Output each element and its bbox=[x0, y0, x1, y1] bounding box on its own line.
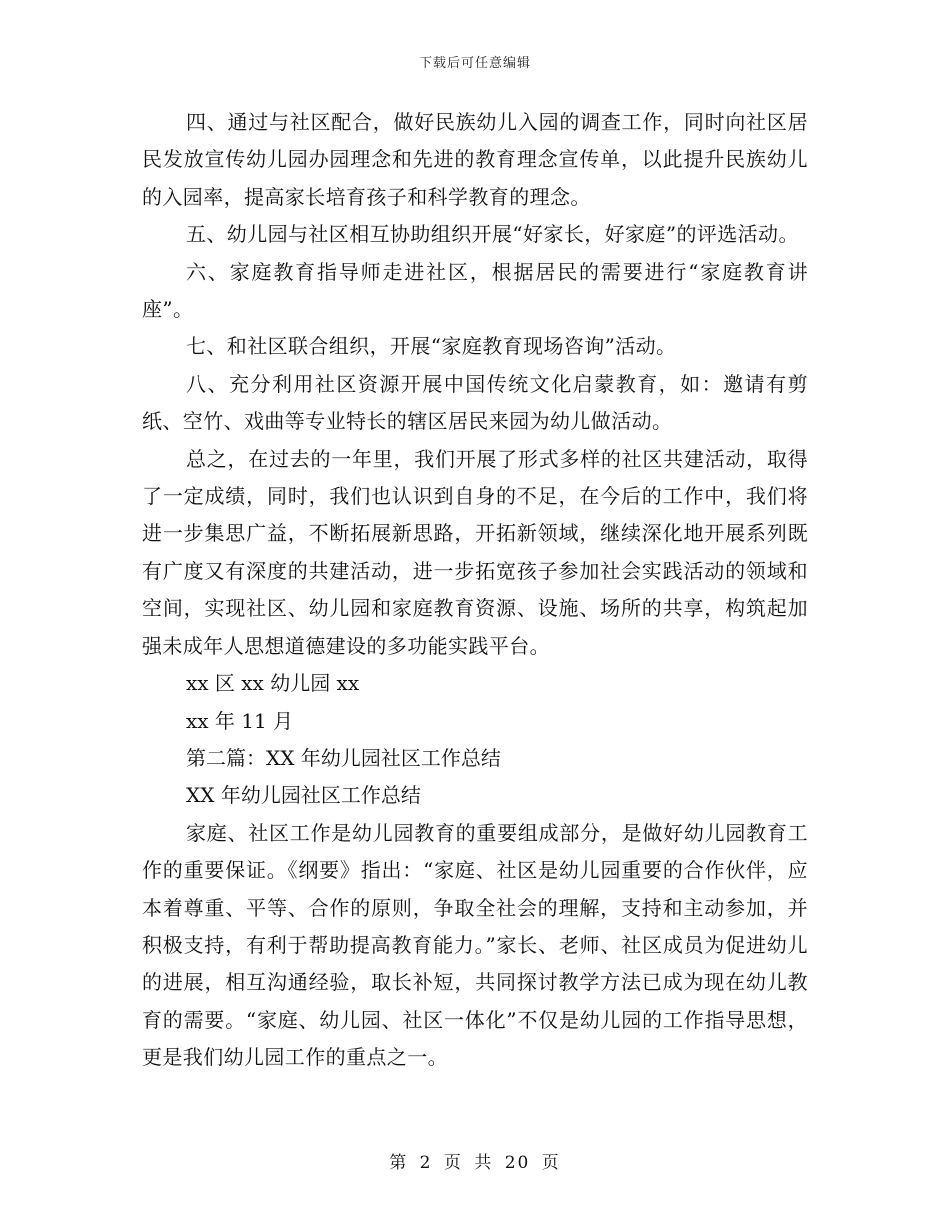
section-title: XX 年幼儿园社区工作总结 bbox=[186, 783, 421, 808]
section-heading: 第二篇：XX 年幼儿园社区工作总结 bbox=[186, 745, 501, 770]
signature-date: xx 年 11 月 bbox=[186, 708, 294, 733]
paragraph-item-4: 四、通过与社区配合，做好民族幼儿入园的调查工作，同时向社区居民发放宣传幼儿园办园理念和先进的教育理念宣传单，以此提升民族幼儿的入园率，提高家长培育孩子和科学教育的理念。 bbox=[142, 110, 808, 209]
paragraph-item-8: 八、充分利用社区资源开展中国传统文化启蒙教育，如：邀请有剪纸、空竹、戏曲等专业特长的辖区居民来园为幼儿做活动。 bbox=[142, 371, 808, 434]
document-body bbox=[142, 104, 808, 1077]
signature-org: xx 区 xx 幼儿园 xx bbox=[186, 671, 360, 696]
paragraph-item-6: 六、家庭教育指导师走进社区，根据居民的需要进行“家庭教育讲座”。 bbox=[142, 259, 808, 322]
paragraph-summary: 总之，在过去的一年里，我们开展了形式多样的社区共建活动，取得了一定成绩，同时，我们也认识到自身的不足，在今后的工作中，我们将进一步集思广益，不断拓展新思路，开拓新领域，继续深化地开展系列既有广度又有深度的共建活动，进一步拓宽孩子参加社会实践活动的领域和空间，实现社区、幼儿园和家庭教育资源、设施、场所的共享，构筑起加强未成年人思想道德建设的多功能实践平台。 bbox=[142, 446, 808, 658]
paragraph-intro: 家庭、社区工作是幼儿园教育的重要组成部分，是做好幼儿园教育工作的重要保证。《纲要》指出：“家庭、社区是幼儿园重要的合作伙伴，应本着尊重、平等、合作的原则，争取全社会的理解，支持和主动参加，并积极支持，有利于帮助提高教育能力。”家长、老师、社区成员为促进幼儿的进展，相互沟通经验，取长补短，共同探讨教学方法已成为现在幼儿教育的需要。“家庭、幼儿园、社区一体化”不仅是幼儿园的工作指导思想，更是我们幼儿园工作的重点之一。 bbox=[142, 820, 808, 1070]
page-header: 下载后可任意编辑 bbox=[418, 56, 531, 71]
paragraph-item-5: 五、幼儿园与社区相互协助组织开展“好家长，好家庭”的评选活动。 bbox=[186, 222, 799, 247]
paragraph-item-7: 七、和社区联合组织，开展“家庭教育现场咨询”活动。 bbox=[186, 334, 677, 359]
page-number: 第 2 页 共 20 页 bbox=[389, 1153, 561, 1173]
